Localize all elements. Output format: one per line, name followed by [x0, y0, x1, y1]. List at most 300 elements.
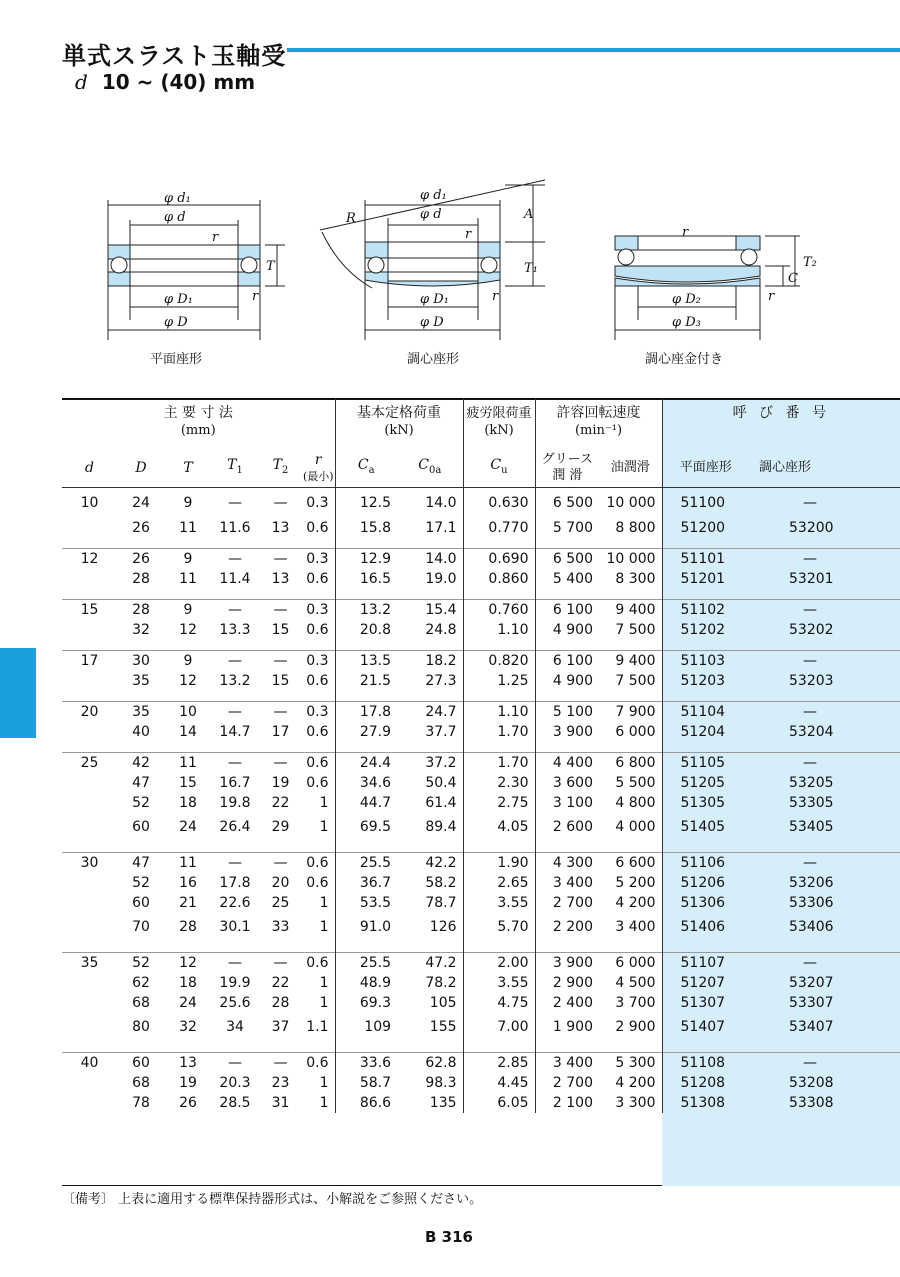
- fig2-r2: r: [492, 289, 499, 304]
- cell-o: 7 500: [615, 673, 656, 689]
- cell-D: 35: [132, 704, 150, 720]
- cell-Cu: 1.25: [463, 671, 535, 691]
- group-load: 基本定格荷重 (kN): [335, 398, 463, 449]
- table-row: [62, 1013, 900, 1042]
- cell-a: 53307: [789, 995, 834, 1011]
- col-Cu: $C_u$: [463, 449, 535, 488]
- cell-g: 2 700: [535, 1073, 599, 1093]
- cell-T1: —: [228, 855, 242, 871]
- cell-g: 6 100: [535, 651, 599, 672]
- cell-Cu: 0.690: [463, 549, 535, 570]
- cell-T1: —: [228, 653, 242, 669]
- cell-r: 0.3: [306, 551, 329, 567]
- cell-g: 6 500: [535, 488, 599, 519]
- cell-D: 62: [132, 975, 150, 991]
- cell-d: 12: [80, 551, 99, 567]
- cell-g: 2 100: [535, 1093, 599, 1113]
- col-grease: グリース 潤 滑: [535, 449, 599, 488]
- cell-Cu: 7.00: [463, 1013, 535, 1042]
- cell-o: 9 400: [615, 602, 656, 618]
- cell-T2: —: [273, 495, 288, 511]
- cell-r: 1: [319, 1075, 329, 1091]
- cell-r: 0.6: [306, 775, 329, 791]
- cell-a: 53202: [789, 622, 834, 638]
- cell-r: 0.6: [306, 571, 329, 587]
- fig2-D1: φ D₁: [420, 292, 449, 307]
- cell-d: 30: [80, 855, 99, 871]
- cell-a: 53201: [789, 571, 834, 587]
- cell-T: 9: [183, 495, 193, 511]
- cell-g: 5 100: [535, 702, 599, 723]
- cell-T: 11: [179, 755, 197, 771]
- cell-T1: 19.8: [219, 795, 251, 811]
- fig2-T1: T₁: [524, 261, 538, 276]
- cell-T: 9: [183, 602, 193, 618]
- cell-Cu: 2.75: [463, 793, 535, 813]
- cell-r: 1.1: [306, 1019, 329, 1035]
- cell-Cu: 3.55: [463, 893, 535, 913]
- col-C0a: $C_{0a}$: [397, 449, 463, 488]
- cell-T1: 25.6: [219, 995, 251, 1011]
- cell-a: 53306: [789, 895, 834, 911]
- group-dims: 主 要 寸 法 (mm): [163, 405, 233, 438]
- cell-o: 5 500: [615, 775, 656, 791]
- group-spacer: [62, 1042, 900, 1053]
- cell-D: 60: [132, 819, 150, 835]
- table-row: [62, 569, 900, 589]
- cell-f: 51203: [662, 671, 749, 691]
- cell-C0a: 18.2: [425, 653, 457, 669]
- cell-a: 53406: [789, 919, 834, 935]
- table-row: [62, 753, 900, 774]
- cell-d: 35: [80, 955, 99, 971]
- cell-r: 0.6: [306, 622, 329, 638]
- cell-r: 0.6: [306, 673, 329, 689]
- cell-o: 7 500: [615, 622, 656, 638]
- cell-Ca: 27.9: [335, 722, 397, 742]
- flat-seat-figure: [108, 200, 285, 340]
- cell-T: 18: [179, 975, 197, 991]
- cell-o: 3 300: [615, 1095, 656, 1111]
- cell-d: [62, 518, 117, 538]
- cell-g: 3 400: [535, 1053, 599, 1074]
- cell-d: [62, 813, 117, 842]
- cell-g: 4 400: [535, 753, 599, 774]
- cell-Cu: 1.90: [463, 853, 535, 874]
- cell-f: 51100: [662, 488, 749, 519]
- cell-g: 4 900: [535, 620, 599, 640]
- cell-f: 51405: [662, 813, 749, 842]
- cell-a: —: [803, 653, 818, 669]
- cell-o: 7 900: [615, 704, 656, 720]
- table-row: [62, 793, 900, 813]
- cell-D: 32: [132, 622, 150, 638]
- cell-T: 32: [179, 1019, 197, 1035]
- cell-o: 4 200: [615, 1075, 656, 1091]
- page-number: B 316: [425, 1228, 473, 1246]
- table-row: [62, 488, 900, 519]
- cell-T2: —: [273, 602, 288, 618]
- table-row: [62, 1093, 900, 1113]
- cell-D: 47: [132, 855, 150, 871]
- cell-D: 40: [132, 724, 150, 740]
- cell-T2: —: [273, 551, 288, 567]
- cell-T: 24: [179, 995, 197, 1011]
- cell-T1: 14.7: [219, 724, 251, 740]
- fig3-D3: φ D₃: [672, 315, 701, 330]
- cell-D: 52: [132, 875, 150, 891]
- cell-r: 1: [319, 995, 329, 1011]
- cell-T1: —: [228, 704, 242, 720]
- cell-f: 51406: [662, 913, 749, 942]
- title-rule: [287, 48, 900, 52]
- cell-f: 51208: [662, 1073, 749, 1093]
- cell-g: 5 400: [535, 569, 599, 589]
- cell-a: —: [803, 551, 818, 567]
- cell-Ca: 12.5: [335, 488, 397, 519]
- cell-r: 0.3: [306, 602, 329, 618]
- fig2-d: φ d: [420, 207, 442, 222]
- cell-T1: —: [228, 955, 242, 971]
- cell-D: 60: [132, 895, 150, 911]
- cell-d: [62, 873, 117, 893]
- cell-Cu: 0.770: [463, 518, 535, 538]
- fig2-A: A: [524, 207, 534, 222]
- cell-T: 11: [179, 571, 197, 587]
- cell-a: 53407: [789, 1019, 834, 1035]
- cell-Ca: 21.5: [335, 671, 397, 691]
- col-flat: 平面座形: [662, 449, 749, 488]
- group-spacer: [62, 942, 900, 953]
- cell-Cu: 1.10: [463, 702, 535, 723]
- cell-r: 0.6: [306, 520, 329, 536]
- table-row: [62, 953, 900, 974]
- cell-o: 10 000: [606, 551, 656, 567]
- figure-label-aligning: 調心座形: [407, 352, 460, 367]
- cell-D: 24: [132, 495, 150, 511]
- cell-T: 26: [179, 1095, 197, 1111]
- cell-C0a: 19.0: [425, 571, 457, 587]
- cell-d: [62, 620, 117, 640]
- cell-T: 21: [179, 895, 197, 911]
- cell-T2: 15: [271, 622, 290, 638]
- cell-T2: —: [273, 855, 288, 871]
- cell-T: 24: [179, 819, 197, 835]
- fig3-D2: φ D₂: [672, 292, 701, 307]
- aligning-washer-figure: [615, 236, 800, 340]
- cell-T: 12: [179, 955, 197, 971]
- fig3-C: C: [788, 271, 798, 286]
- cell-o: 8 300: [615, 571, 656, 587]
- cell-T2: 17: [271, 724, 290, 740]
- cell-Ca: 36.7: [335, 873, 397, 893]
- cell-o: 6 800: [615, 755, 656, 771]
- cell-T2: 29: [271, 819, 290, 835]
- cell-T: 16: [179, 875, 197, 891]
- cell-d: [62, 993, 117, 1013]
- fig1-D1: φ D₁: [164, 292, 193, 307]
- cell-Ca: 69.5: [335, 813, 397, 842]
- cell-T1: —: [228, 551, 242, 567]
- cell-D: 60: [132, 1055, 150, 1071]
- section-tab: [0, 648, 36, 738]
- cell-a: —: [803, 755, 818, 771]
- cell-C0a: 14.0: [425, 551, 457, 567]
- table-row: [62, 993, 900, 1013]
- cell-r: 0.6: [306, 955, 329, 971]
- group-spacer: [62, 640, 900, 651]
- cell-Cu: 5.70: [463, 913, 535, 942]
- cell-T2: 22: [271, 975, 290, 991]
- fig1-D: φ D: [164, 315, 188, 330]
- cell-Ca: 91.0: [335, 913, 397, 942]
- cell-f: 51205: [662, 773, 749, 793]
- cell-g: 2 900: [535, 973, 599, 993]
- cell-C0a: 15.4: [425, 602, 457, 618]
- cell-C0a: 47.2: [425, 955, 457, 971]
- cell-T: 9: [183, 551, 193, 567]
- cell-r: 0.6: [306, 855, 329, 871]
- cell-T2: —: [273, 704, 288, 720]
- cell-r: 0.3: [306, 495, 329, 511]
- cell-C0a: 61.4: [425, 795, 457, 811]
- cell-T1: 17.8: [219, 875, 251, 891]
- page-title: 単式スラスト玉軸受: [62, 42, 287, 70]
- cell-T2: 25: [271, 895, 290, 911]
- cell-C0a: 78.2: [425, 975, 457, 991]
- fig3-T2: T₂: [803, 255, 817, 270]
- cell-D: 35: [132, 673, 150, 689]
- cell-T1: 11.6: [219, 520, 251, 536]
- group-spacer: [62, 842, 900, 853]
- cell-r: 1: [319, 795, 329, 811]
- cell-C0a: 42.2: [425, 855, 457, 871]
- cell-Cu: 0.760: [463, 600, 535, 621]
- table-row: [62, 893, 900, 913]
- cell-o: 10 000: [606, 495, 656, 511]
- cell-C0a: 126: [429, 919, 457, 935]
- fig2-d1: φ d₁: [420, 188, 447, 203]
- cell-T1: 22.6: [219, 895, 251, 911]
- cell-a: 53308: [789, 1095, 834, 1111]
- cell-T1: 28.5: [219, 1095, 251, 1111]
- cell-C0a: 105: [429, 995, 457, 1011]
- figure-label-flat: 平面座形: [150, 352, 203, 367]
- cell-T2: —: [273, 1055, 288, 1071]
- subtitle-symbol: d: [75, 70, 88, 94]
- cell-C0a: 62.8: [425, 1055, 457, 1071]
- cell-T: 11: [179, 520, 197, 536]
- col-T: T: [165, 449, 211, 488]
- cell-Cu: 4.75: [463, 993, 535, 1013]
- cell-a: 53206: [789, 875, 834, 891]
- cell-T2: 13: [271, 520, 290, 536]
- cell-f: 51106: [662, 853, 749, 874]
- cell-o: 6 000: [615, 955, 656, 971]
- cell-Ca: 24.4: [335, 753, 397, 774]
- cell-T2: 22: [271, 795, 290, 811]
- cell-f: 51206: [662, 873, 749, 893]
- cell-Ca: 109: [335, 1013, 397, 1042]
- cell-T2: 15: [271, 673, 290, 689]
- group-speed: 許容回転速度 (min⁻¹): [535, 398, 662, 449]
- cell-a: 53203: [789, 673, 834, 689]
- cell-g: 3 600: [535, 773, 599, 793]
- table-row: [62, 518, 900, 538]
- cell-Ca: 20.8: [335, 620, 397, 640]
- cell-o: 8 800: [615, 520, 656, 536]
- cell-Cu: 1.10: [463, 620, 535, 640]
- cell-a: —: [803, 704, 818, 720]
- cell-D: 80: [132, 1019, 150, 1035]
- group-spacer: [62, 742, 900, 753]
- cell-g: 6 500: [535, 549, 599, 570]
- cell-o: 4 500: [615, 975, 656, 991]
- bearing-table: [62, 398, 900, 1113]
- cell-Ca: 44.7: [335, 793, 397, 813]
- cell-a: 53204: [789, 724, 834, 740]
- cell-T1: —: [228, 755, 242, 771]
- cell-T: 15: [179, 775, 197, 791]
- cell-T2: —: [273, 955, 288, 971]
- cell-g: 3 900: [535, 953, 599, 974]
- cell-r: 0.6: [306, 1055, 329, 1071]
- table-row: [62, 1073, 900, 1093]
- table-row: [62, 913, 900, 942]
- cell-D: 30: [132, 653, 150, 669]
- cell-a: —: [803, 855, 818, 871]
- cell-Cu: 0.630: [463, 488, 535, 519]
- cell-C0a: 50.4: [425, 775, 457, 791]
- cell-g: 3 400: [535, 873, 599, 893]
- cell-o: 4 000: [615, 819, 656, 835]
- cell-a: —: [803, 602, 818, 618]
- cell-Ca: 25.5: [335, 853, 397, 874]
- cell-d: [62, 973, 117, 993]
- table-body: [62, 488, 900, 1114]
- cell-r: 0.6: [306, 755, 329, 771]
- cell-d: 25: [80, 755, 99, 771]
- table-row: [62, 973, 900, 993]
- cell-T2: —: [273, 653, 288, 669]
- cell-f: 51101: [662, 549, 749, 570]
- cell-D: 28: [132, 571, 150, 587]
- cell-Cu: 2.30: [463, 773, 535, 793]
- cell-C0a: 135: [429, 1095, 457, 1111]
- cell-r: 0.3: [306, 704, 329, 720]
- cell-C0a: 27.3: [425, 673, 457, 689]
- fig1-r: r: [212, 230, 219, 245]
- cell-f: 51306: [662, 893, 749, 913]
- page-subtitle: [75, 70, 255, 94]
- cell-d: 15: [80, 602, 99, 618]
- cell-r: 1: [319, 975, 329, 991]
- cell-Ca: 25.5: [335, 953, 397, 974]
- cell-f: 51207: [662, 973, 749, 993]
- cell-f: 51102: [662, 600, 749, 621]
- cell-g: 4 300: [535, 853, 599, 874]
- cell-Ca: 13.5: [335, 651, 397, 672]
- cell-d: [62, 1093, 117, 1113]
- cell-Ca: 12.9: [335, 549, 397, 570]
- group-spacer: [62, 691, 900, 702]
- cell-Ca: 13.2: [335, 600, 397, 621]
- cell-d: 17: [80, 653, 99, 669]
- cell-r: 1: [319, 1095, 329, 1111]
- cell-T2: 31: [271, 1095, 290, 1111]
- cell-D: 68: [132, 1075, 150, 1091]
- table-row: [62, 671, 900, 691]
- cell-r: 1: [319, 895, 329, 911]
- table-row: [62, 813, 900, 842]
- cell-T2: 19: [271, 775, 290, 791]
- cell-T: 18: [179, 795, 197, 811]
- cell-f: 51307: [662, 993, 749, 1013]
- cell-r: 0.6: [306, 724, 329, 740]
- cell-T: 14: [179, 724, 197, 740]
- cell-f: 51104: [662, 702, 749, 723]
- cell-T1: —: [228, 1055, 242, 1071]
- subtitle-range: 10 ~ (40) mm: [101, 70, 256, 94]
- table-row: [62, 620, 900, 640]
- cell-C0a: 89.4: [425, 819, 457, 835]
- cell-T1: —: [228, 602, 242, 618]
- cell-o: 2 900: [615, 1019, 656, 1035]
- cell-d: 10: [80, 495, 99, 511]
- cell-g: 3 900: [535, 722, 599, 742]
- cell-T1: 16.7: [219, 775, 251, 791]
- cell-d: 20: [80, 704, 99, 720]
- cell-r: 0.3: [306, 653, 329, 669]
- cell-d: [62, 773, 117, 793]
- cell-f: 51200: [662, 518, 749, 538]
- table-row: [62, 651, 900, 672]
- cell-a: 53205: [789, 775, 834, 791]
- cell-a: 53305: [789, 795, 834, 811]
- cell-T: 13: [179, 1055, 197, 1071]
- cell-o: 4 200: [615, 895, 656, 911]
- table-bottom-rule: [62, 1185, 662, 1186]
- cell-Cu: 3.55: [463, 973, 535, 993]
- cell-f: 51201: [662, 569, 749, 589]
- cell-D: 78: [132, 1095, 150, 1111]
- cell-T: 19: [179, 1075, 197, 1091]
- cell-C0a: 14.0: [425, 495, 457, 511]
- cell-a: —: [803, 495, 818, 511]
- col-Ca: $C_a$: [335, 449, 397, 488]
- fig2-R: R: [346, 211, 356, 226]
- cell-Cu: 4.45: [463, 1073, 535, 1093]
- cell-T2: 23: [271, 1075, 290, 1091]
- cell-a: 53405: [789, 819, 834, 835]
- table-row: [62, 873, 900, 893]
- cell-d: 40: [80, 1055, 99, 1071]
- cell-T: 12: [179, 673, 197, 689]
- cell-a: 53200: [789, 520, 834, 536]
- table-row: [62, 722, 900, 742]
- cell-T: 9: [183, 653, 193, 669]
- cell-d: [62, 569, 117, 589]
- cell-g: 2 600: [535, 813, 599, 842]
- cell-a: —: [803, 955, 818, 971]
- cell-C0a: 24.8: [425, 622, 457, 638]
- cell-C0a: 155: [429, 1019, 457, 1035]
- cell-g: 1 900: [535, 1013, 599, 1042]
- cell-r: 0.6: [306, 875, 329, 891]
- cell-g: 4 900: [535, 671, 599, 691]
- col-D: D: [117, 449, 165, 488]
- cell-d: [62, 1073, 117, 1093]
